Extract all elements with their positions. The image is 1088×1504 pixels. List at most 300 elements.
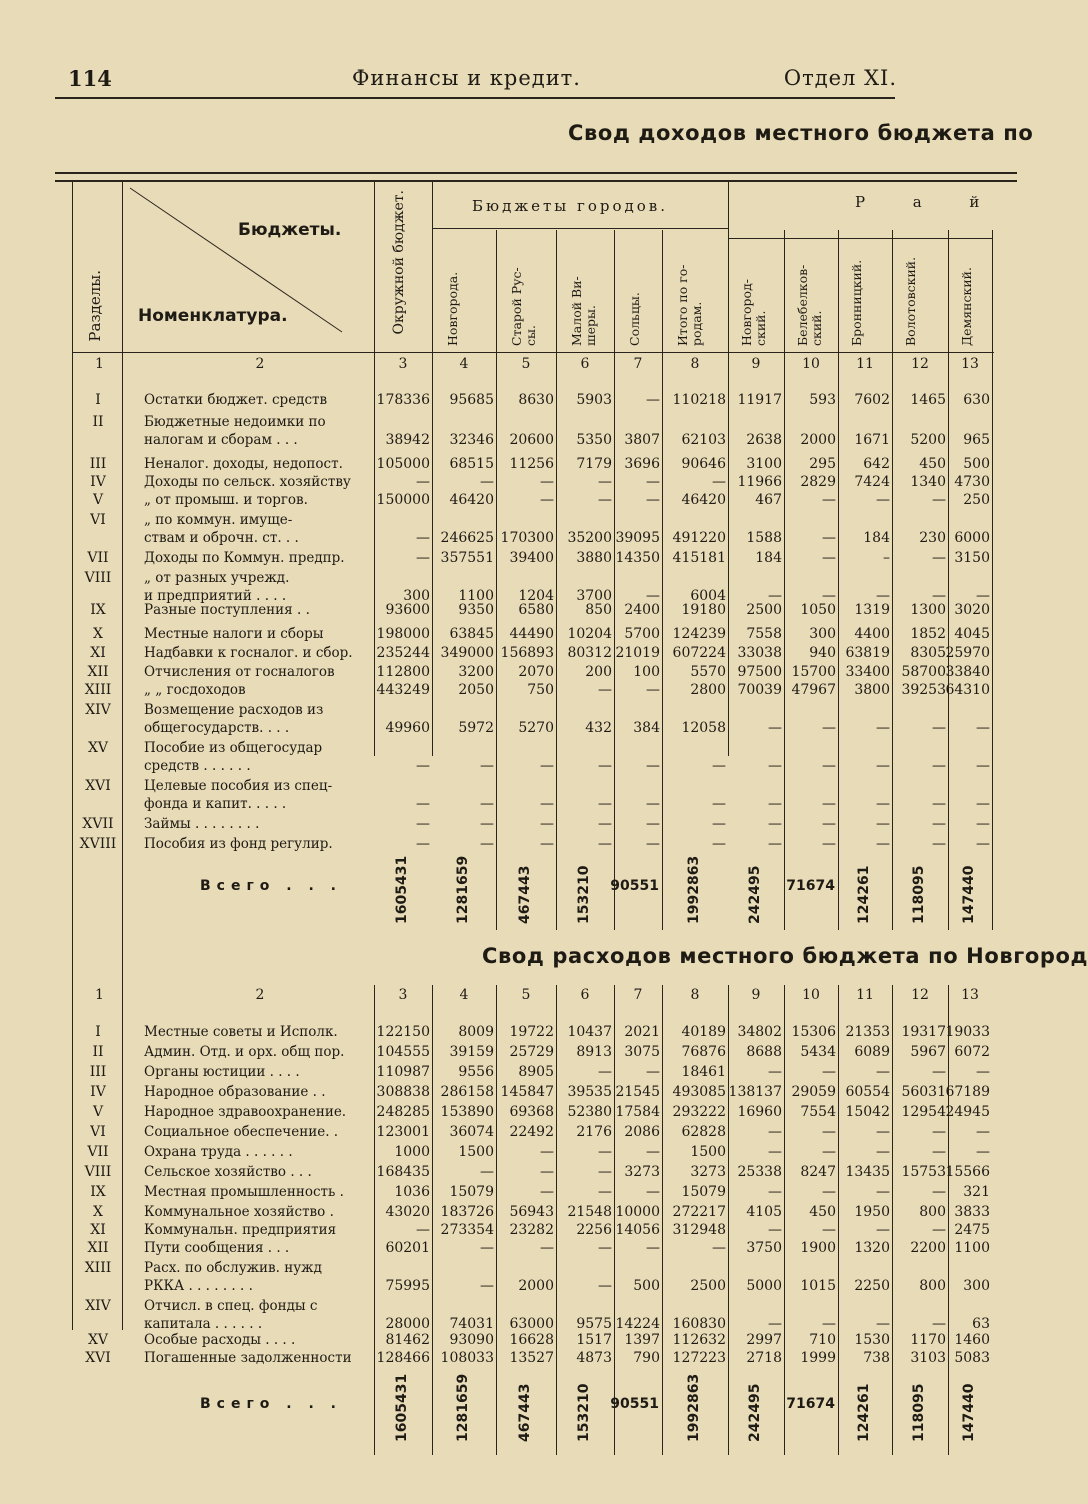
cell-value: 7424 [854, 474, 890, 490]
cell-value: 63 [972, 1316, 990, 1332]
cell-value: 491220 [672, 530, 726, 546]
section-number: V [92, 492, 104, 508]
cell-value: 2400 [624, 602, 660, 618]
column-number: 11 [856, 356, 874, 372]
row-label: Неналог. доходы, недопост. [144, 456, 343, 472]
cell-value: 2718 [746, 1350, 782, 1366]
cell-value: — [768, 588, 782, 604]
cell-value: — [712, 816, 726, 832]
cell-value: 312948 [672, 1222, 726, 1238]
cell-value: — [822, 1064, 836, 1080]
column-rule [496, 230, 497, 930]
cell-value: 1100 [458, 588, 494, 604]
cell-value: 105000 [376, 456, 430, 472]
row-label: капитала . . . . . . [144, 1316, 263, 1332]
cell-value: 790 [633, 1350, 660, 1366]
cell-value: 108033 [440, 1350, 494, 1366]
cell-value: — [416, 550, 430, 566]
cell-value: 7602 [854, 392, 890, 408]
total-value: 242495 [747, 1383, 763, 1442]
cell-value: 1852 [910, 626, 946, 642]
row-label: Сельское хозяйство . . . [144, 1164, 312, 1180]
cell-value: – [883, 550, 890, 566]
total-value: 147440 [961, 865, 977, 924]
cell-value: — [416, 474, 430, 490]
cell-value: — [976, 1144, 990, 1160]
cell-value: 4400 [854, 626, 890, 642]
cell-value: — [876, 1184, 890, 1200]
column-number: 6 [580, 356, 590, 372]
section-number: VIII [84, 1164, 112, 1180]
row-label: Местная промышленность . [144, 1184, 344, 1200]
row-label: Коммунальн. предприятия [144, 1222, 337, 1238]
column-number: 12 [911, 987, 929, 1003]
cell-value: 80312 [567, 645, 612, 661]
cell-value: 5570 [690, 664, 726, 680]
cell-value: 75995 [385, 1278, 430, 1294]
cell-value: 321 [963, 1184, 990, 1200]
cell-value: — [876, 796, 890, 812]
section-number: VII [87, 1144, 109, 1160]
cell-value: 1530 [854, 1332, 890, 1348]
cell-value: 15566 [945, 1164, 990, 1180]
section-number: I [95, 1024, 101, 1040]
cell-value: — [598, 1184, 612, 1200]
cell-value: 21353 [845, 1024, 890, 1040]
cell-value: — [598, 1164, 612, 1180]
section-number: XIII [84, 682, 112, 698]
cell-value: 300 [809, 626, 836, 642]
cell-value: 5350 [576, 432, 612, 448]
cell-value: 14224 [615, 1316, 660, 1332]
cell-value: 4045 [954, 626, 990, 642]
column-rule [838, 230, 839, 930]
row-label: Доходы по Коммун. предпр. [144, 550, 345, 566]
row-label: Разные поступления . . [144, 602, 310, 618]
cell-value: — [598, 1064, 612, 1080]
cell-value: 6089 [854, 1044, 890, 1060]
total-value: 90551 [610, 1396, 659, 1412]
cell-value: 1100 [954, 1240, 990, 1256]
cell-value: 11917 [737, 392, 782, 408]
cell-value: 15079 [681, 1184, 726, 1200]
cell-value: 39095 [615, 530, 660, 546]
section-number: VI [90, 1124, 106, 1140]
row-label: средств . . . . . . [144, 758, 251, 774]
cell-value: 46420 [449, 492, 494, 508]
cell-value: 800 [919, 1278, 946, 1294]
cell-value: 39159 [449, 1044, 494, 1060]
cell-value: 200 [585, 664, 612, 680]
cell-value: 2250 [854, 1278, 890, 1294]
total-value: 1281659 [455, 855, 471, 924]
cell-value: — [646, 392, 660, 408]
row-label: фонда и капит. . . . . [144, 796, 287, 812]
cell-value: 607224 [672, 645, 726, 661]
cell-value: 40189 [681, 1024, 726, 1040]
cell-value: 8630 [518, 392, 554, 408]
column-number: 7 [633, 987, 643, 1003]
cell-value: 145847 [500, 1084, 554, 1100]
cell-value: 1036 [394, 1184, 430, 1200]
cell-value: — [540, 796, 554, 812]
row-label: Остатки бюджет. средств [144, 392, 328, 408]
cell-value: — [598, 1278, 612, 1294]
cell-value: — [976, 796, 990, 812]
header-rule [55, 97, 895, 99]
cell-value: 64310 [945, 682, 990, 698]
cell-value: — [976, 1064, 990, 1080]
cell-value: 5434 [800, 1044, 836, 1060]
cell-value: — [822, 1184, 836, 1200]
cell-value: — [976, 758, 990, 774]
column-number: 12 [911, 356, 929, 372]
row-label: Отчисления от госналогов [144, 664, 335, 680]
cell-value: 104555 [376, 1044, 430, 1060]
column-number: 8 [690, 356, 700, 372]
cell-value: — [598, 492, 612, 508]
cell-value: — [540, 1144, 554, 1160]
group-rule [432, 228, 728, 229]
cell-value: 21548 [567, 1204, 612, 1220]
cell-value: 25970 [945, 645, 990, 661]
cell-value: 13435 [845, 1164, 890, 1180]
cell-value: 250 [963, 492, 990, 508]
cell-value: 16960 [737, 1104, 782, 1120]
cell-value: 3696 [624, 456, 660, 472]
cell-value: 1500 [690, 1144, 726, 1160]
cell-value: 62828 [681, 1124, 726, 1140]
cell-value: 34802 [737, 1024, 782, 1040]
header-title: Финансы и кредит. [352, 66, 581, 90]
cell-value: 183726 [440, 1204, 494, 1220]
column-number: 5 [521, 356, 531, 372]
section-number: XIV [85, 702, 111, 718]
cell-value: 710 [809, 1332, 836, 1348]
row-label: Органы юстиции . . . . [144, 1064, 300, 1080]
section-number: VIII [84, 570, 112, 586]
cell-value: — [876, 1144, 890, 1160]
section-number: IX [90, 602, 106, 618]
cell-value: 1500 [458, 1144, 494, 1160]
cell-value: 10204 [567, 626, 612, 642]
cell-value: — [932, 1064, 946, 1080]
cell-value: 3150 [954, 550, 990, 566]
row-label: Коммунальное хозяйство . [144, 1204, 334, 1220]
cell-value: 10437 [567, 1024, 612, 1040]
cell-value: 1900 [800, 1240, 836, 1256]
cell-value: 2000 [518, 1278, 554, 1294]
cell-value: — [822, 816, 836, 832]
cell-value: 1460 [954, 1332, 990, 1348]
cell-value: 493085 [672, 1084, 726, 1100]
row-label: Надбавки к госналог. и сбор. [144, 645, 353, 661]
cell-value: 46420 [681, 492, 726, 508]
cell-value: — [876, 588, 890, 604]
cell-value: 1465 [910, 392, 946, 408]
cell-value: 500 [963, 456, 990, 472]
section-number: IV [90, 1084, 106, 1100]
cell-value: — [932, 1184, 946, 1200]
rayon-column-header: Белебелков- ский. [795, 264, 824, 346]
cell-value: 5000 [746, 1278, 782, 1294]
cell-value: — [822, 836, 836, 852]
cell-value: — [932, 1144, 946, 1160]
cell-value: — [768, 836, 782, 852]
cell-value: — [976, 816, 990, 832]
cell-value: 1050 [800, 602, 836, 618]
cell-value: 10000 [615, 1204, 660, 1220]
cell-value: — [822, 1316, 836, 1332]
cell-value: 18461 [681, 1064, 726, 1080]
row-label: Доходы по сельск. хозяйству [144, 474, 351, 490]
row-label: Местные советы и Исполк. [144, 1024, 338, 1040]
cell-value: 35200 [567, 530, 612, 546]
cell-value: 2021 [624, 1024, 660, 1040]
cell-value: — [932, 1222, 946, 1238]
cell-value: 5270 [518, 720, 554, 736]
section-number: VII [87, 550, 109, 566]
cell-value: 25338 [737, 1164, 782, 1180]
cell-value: 2638 [746, 432, 782, 448]
cell-value: 3880 [576, 550, 612, 566]
cell-value: 12058 [681, 720, 726, 736]
cell-value: — [416, 816, 430, 832]
cell-value: 8009 [458, 1024, 494, 1040]
cell-value: 432 [585, 720, 612, 736]
cell-value: 357551 [440, 550, 494, 566]
cell-value: — [932, 796, 946, 812]
column-number: 10 [802, 987, 820, 1003]
cell-value: 443249 [376, 682, 430, 698]
cell-value: 17584 [615, 1104, 660, 1120]
header-section: Отдел XI. [783, 66, 897, 90]
cell-value: — [598, 682, 612, 698]
cell-value: 160830 [672, 1316, 726, 1332]
total-value: 467443 [517, 865, 533, 924]
cell-value: — [646, 836, 660, 852]
cell-value: 15079 [449, 1184, 494, 1200]
cell-value: — [768, 796, 782, 812]
column-number: 1 [95, 356, 104, 372]
column-rule [838, 985, 839, 1455]
column-rule [374, 985, 375, 1455]
cell-value: 198000 [376, 626, 430, 642]
column-rule [432, 985, 433, 1455]
cell-value: — [598, 836, 612, 852]
column-rule [784, 985, 785, 1455]
cell-value: — [768, 816, 782, 832]
city-column-header: Старой Рус- сы. [509, 267, 538, 346]
cell-value: — [876, 492, 890, 508]
column-number: 11 [856, 987, 874, 1003]
row-label: „ от разных учрежд. [144, 570, 290, 586]
total-value: 1992863 [686, 1373, 702, 1442]
cell-value: 1397 [624, 1332, 660, 1348]
cell-value: 1015 [800, 1278, 836, 1294]
cell-value: 8905 [518, 1064, 554, 1080]
cell-value: 1999 [800, 1350, 836, 1366]
cell-value: — [822, 1222, 836, 1238]
cell-value: — [480, 1278, 494, 1294]
cell-value: — [540, 816, 554, 832]
section-number: XII [87, 664, 109, 680]
cell-value: 15306 [791, 1024, 836, 1040]
cell-value: — [416, 836, 430, 852]
cell-value: 293222 [672, 1104, 726, 1120]
cell-value: 2475 [954, 1222, 990, 1238]
column-rule [432, 180, 433, 756]
cell-value: — [876, 1064, 890, 1080]
cell-value: — [480, 1240, 494, 1256]
cell-value: — [598, 758, 612, 774]
cell-value: — [768, 1064, 782, 1080]
cell-value: 112632 [672, 1332, 726, 1348]
cell-value: 593 [809, 392, 836, 408]
cell-value: 1319 [854, 602, 890, 618]
cell-value: 1170 [910, 1332, 946, 1348]
cell-value: 90646 [681, 456, 726, 472]
cell-value: 1671 [854, 432, 890, 448]
cell-value: — [540, 1240, 554, 1256]
cell-value: 153890 [440, 1104, 494, 1120]
section-number: XVII [82, 816, 114, 832]
cell-value: 8305 [910, 645, 946, 661]
cell-value: 47967 [791, 682, 836, 698]
cell-value: 24945 [945, 1104, 990, 1120]
cell-value: — [598, 796, 612, 812]
cell-value: 6004 [690, 588, 726, 604]
cell-value: 630 [963, 392, 990, 408]
column-number: 13 [961, 356, 979, 372]
column-number: 6 [580, 987, 590, 1003]
page-number: 114 [68, 66, 112, 91]
cell-value: — [540, 474, 554, 490]
cell-value: 128466 [376, 1350, 430, 1366]
cell-value: 3800 [854, 682, 890, 698]
total-value: 153210 [576, 865, 592, 924]
cell-value: — [822, 758, 836, 774]
cell-value: — [480, 758, 494, 774]
cell-value: 69368 [509, 1104, 554, 1120]
cell-value: 38942 [385, 432, 430, 448]
row-label: „ от промыш. и торгов. [144, 492, 308, 508]
cell-value: — [646, 796, 660, 812]
cell-value: — [822, 720, 836, 736]
cell-value: 273354 [440, 1222, 494, 1238]
okruzhnoy-header: Окружной бюджет. [391, 190, 407, 335]
cell-value: 11256 [509, 456, 554, 472]
cell-value: 384 [633, 720, 660, 736]
cell-value: — [768, 758, 782, 774]
cell-value: 965 [963, 432, 990, 448]
column-number: 3 [398, 987, 408, 1003]
cell-value: 20600 [509, 432, 554, 448]
group-rule [728, 238, 993, 239]
cell-value: 63000 [509, 1316, 554, 1332]
column-rule [614, 230, 615, 930]
cell-value: 500 [633, 1278, 660, 1294]
cell-value: 1204 [518, 588, 554, 604]
section-number: XV [87, 740, 109, 756]
cell-value: — [876, 836, 890, 852]
cell-value: 5083 [954, 1350, 990, 1366]
row-label: Целевые пособия из спец- [144, 778, 333, 794]
cell-value: — [932, 816, 946, 832]
cell-value: 1950 [854, 1204, 890, 1220]
rayon-column-header: Бронницкий. [849, 259, 864, 346]
cell-value: 138137 [728, 1084, 782, 1100]
cell-value: 122150 [376, 1024, 430, 1040]
cell-value: 44490 [509, 626, 554, 642]
cell-value: 850 [585, 602, 612, 618]
cell-value: 738 [863, 1350, 890, 1366]
cell-value: — [976, 836, 990, 852]
total-value: 1992863 [686, 855, 702, 924]
row-label: общегосударств. . . . [144, 720, 290, 736]
cell-value: 112800 [376, 664, 430, 680]
cell-value: 5700 [624, 626, 660, 642]
cell-value: 39400 [509, 550, 554, 566]
total-value: 467443 [517, 1383, 533, 1442]
cell-value: — [822, 1124, 836, 1140]
column-number: 2 [255, 356, 265, 372]
column-rule [556, 230, 557, 930]
city-column-header: Сольцы. [627, 292, 642, 346]
cell-value: 300 [963, 1278, 990, 1294]
column-rule [948, 985, 949, 1455]
city-column-header: Итого по го- родам. [675, 264, 704, 346]
cell-value: 1000 [394, 1144, 430, 1160]
section-number: X [93, 626, 103, 642]
cell-value: 6072 [954, 1044, 990, 1060]
cell-value: — [416, 1222, 430, 1238]
cities-group-header: Бюджеты городов. [472, 197, 669, 215]
section-number: XVIII [79, 836, 117, 852]
total-value: 124261 [856, 865, 872, 924]
cell-value: 415181 [672, 550, 726, 566]
cell-value: 9575 [576, 1316, 612, 1332]
column-rule [728, 985, 729, 1455]
column-rule [374, 180, 375, 756]
column-number: 3 [398, 356, 408, 372]
row-label: Социальное обеспечение. . [144, 1124, 339, 1140]
cell-value: 100 [633, 664, 660, 680]
row-label: ствам и оброчн. ст. . . [144, 530, 299, 546]
cell-value: — [822, 550, 836, 566]
cell-value: 56031 [901, 1084, 946, 1100]
cell-value: 295 [809, 456, 836, 472]
cell-value: 168435 [376, 1164, 430, 1180]
table-top-rule [55, 172, 1017, 182]
cell-value: 6000 [954, 530, 990, 546]
cell-value: 1517 [576, 1332, 612, 1348]
cell-value: 15753 [901, 1164, 946, 1180]
total-value: 242495 [747, 865, 763, 924]
cell-value: 67189 [945, 1084, 990, 1100]
cell-value: — [712, 758, 726, 774]
cell-value: 123001 [376, 1124, 430, 1140]
running-header [60, 64, 897, 98]
column-rule [992, 230, 993, 930]
cell-value: — [540, 836, 554, 852]
row-label: Местные налоги и сборы [144, 626, 324, 642]
cell-value: 1340 [910, 474, 946, 490]
cell-value: 170300 [500, 530, 554, 546]
cell-value: 39535 [567, 1084, 612, 1100]
section-number: X [93, 1204, 103, 1220]
cell-value: 33840 [945, 664, 990, 680]
